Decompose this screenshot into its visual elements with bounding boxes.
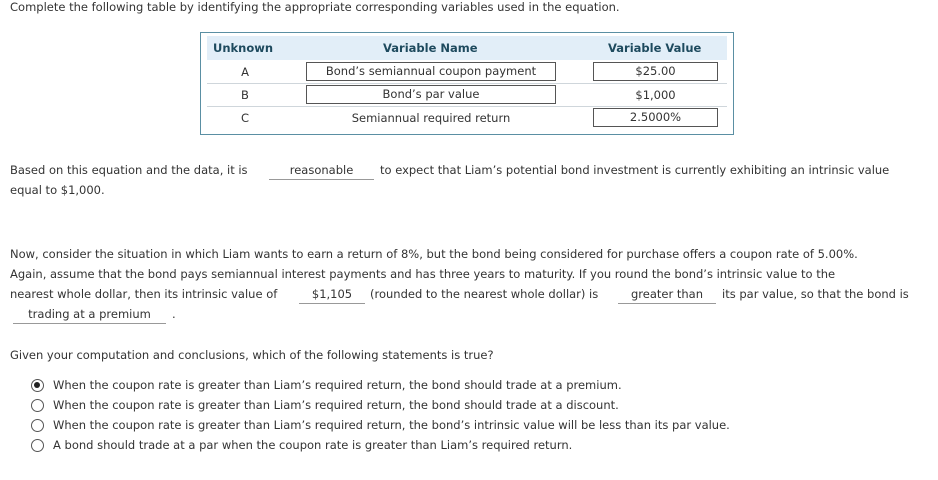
variable-value-field[interactable]: 2.5000% <box>593 108 718 127</box>
option-3-label[interactable]: When the coupon rate is greater than Liam’s required return, the bond’s intrinsic value will be less than its par value. <box>53 418 730 432</box>
unknown-cell: A <box>241 65 249 79</box>
reasonable-dropdown[interactable]: reasonable <box>269 162 374 180</box>
para2-line3-before: nearest whole dollar, then its intrinsic value of <box>10 287 278 301</box>
option-1-label[interactable]: When the coupon rate is greater than Liam’s required return, the bond should trade at a premium. <box>53 378 622 392</box>
option-3-radio[interactable] <box>31 419 44 432</box>
comparison-dropdown[interactable]: greater than <box>618 286 716 304</box>
header-variable-value: Variable Value <box>608 41 702 55</box>
para2-period: . <box>172 307 176 321</box>
question-text: Given your computation and conclusions, which of the following statements is true? <box>10 348 494 362</box>
para1-line2: equal to $1,000. <box>10 183 105 197</box>
table-row <box>207 61 727 84</box>
unknown-cell: C <box>240 111 250 125</box>
option-2-label[interactable]: When the coupon rate is greater than Liam’s required return, the bond should trade at a discount. <box>53 398 619 412</box>
header-unknown: Unknown <box>213 41 274 55</box>
variable-value-field[interactable]: $25.00 <box>593 62 718 81</box>
option-4-label[interactable]: A bond should trade at a par when the coupon rate is greater than Liam’s required return. <box>53 438 573 452</box>
para2-line3-mid: (rounded to the nearest whole dollar) is <box>370 287 599 301</box>
option-1-radio[interactable] <box>31 379 44 392</box>
table-row <box>207 107 727 129</box>
para2-line2: Again, assume that the bond pays semiannual interest payments and has three years to maturity. If you round the bond’s intrinsic value to the <box>10 267 836 281</box>
table-row <box>207 84 727 107</box>
instruction-text: Complete the following table by identifying the appropriate corresponding variables used in the equation. <box>10 0 620 14</box>
para1-before: Based on this equation and the data, it is <box>10 163 248 177</box>
variables-table <box>200 32 734 135</box>
para1-after: to expect that Liam’s potential bond investment is currently exhibiting an intrinsic value <box>380 163 890 177</box>
bond-state-dropdown[interactable]: trading at a premium <box>13 306 166 324</box>
variable-name-field[interactable]: Bond’s semiannual coupon payment <box>306 62 556 81</box>
option-4-radio[interactable] <box>31 439 44 452</box>
table-header <box>207 36 727 60</box>
variable-value-text: $1,000 <box>635 88 676 102</box>
unknown-cell: B <box>241 88 249 102</box>
variable-name-field[interactable]: Bond’s par value <box>306 85 556 104</box>
header-variable-name: Variable Name <box>383 41 478 55</box>
option-2-radio[interactable] <box>31 399 44 412</box>
para2-line3-after: its par value, so that the bond is <box>722 287 909 301</box>
para2-line1: Now, consider the situation in which Liam wants to earn a return of 8%, but the bond being considered for purchase offers a coupon rate of 5.00%. <box>10 247 858 261</box>
variable-name-text: Semiannual required return <box>351 111 511 125</box>
intrinsic-value-dropdown[interactable]: $1,105 <box>299 286 365 304</box>
